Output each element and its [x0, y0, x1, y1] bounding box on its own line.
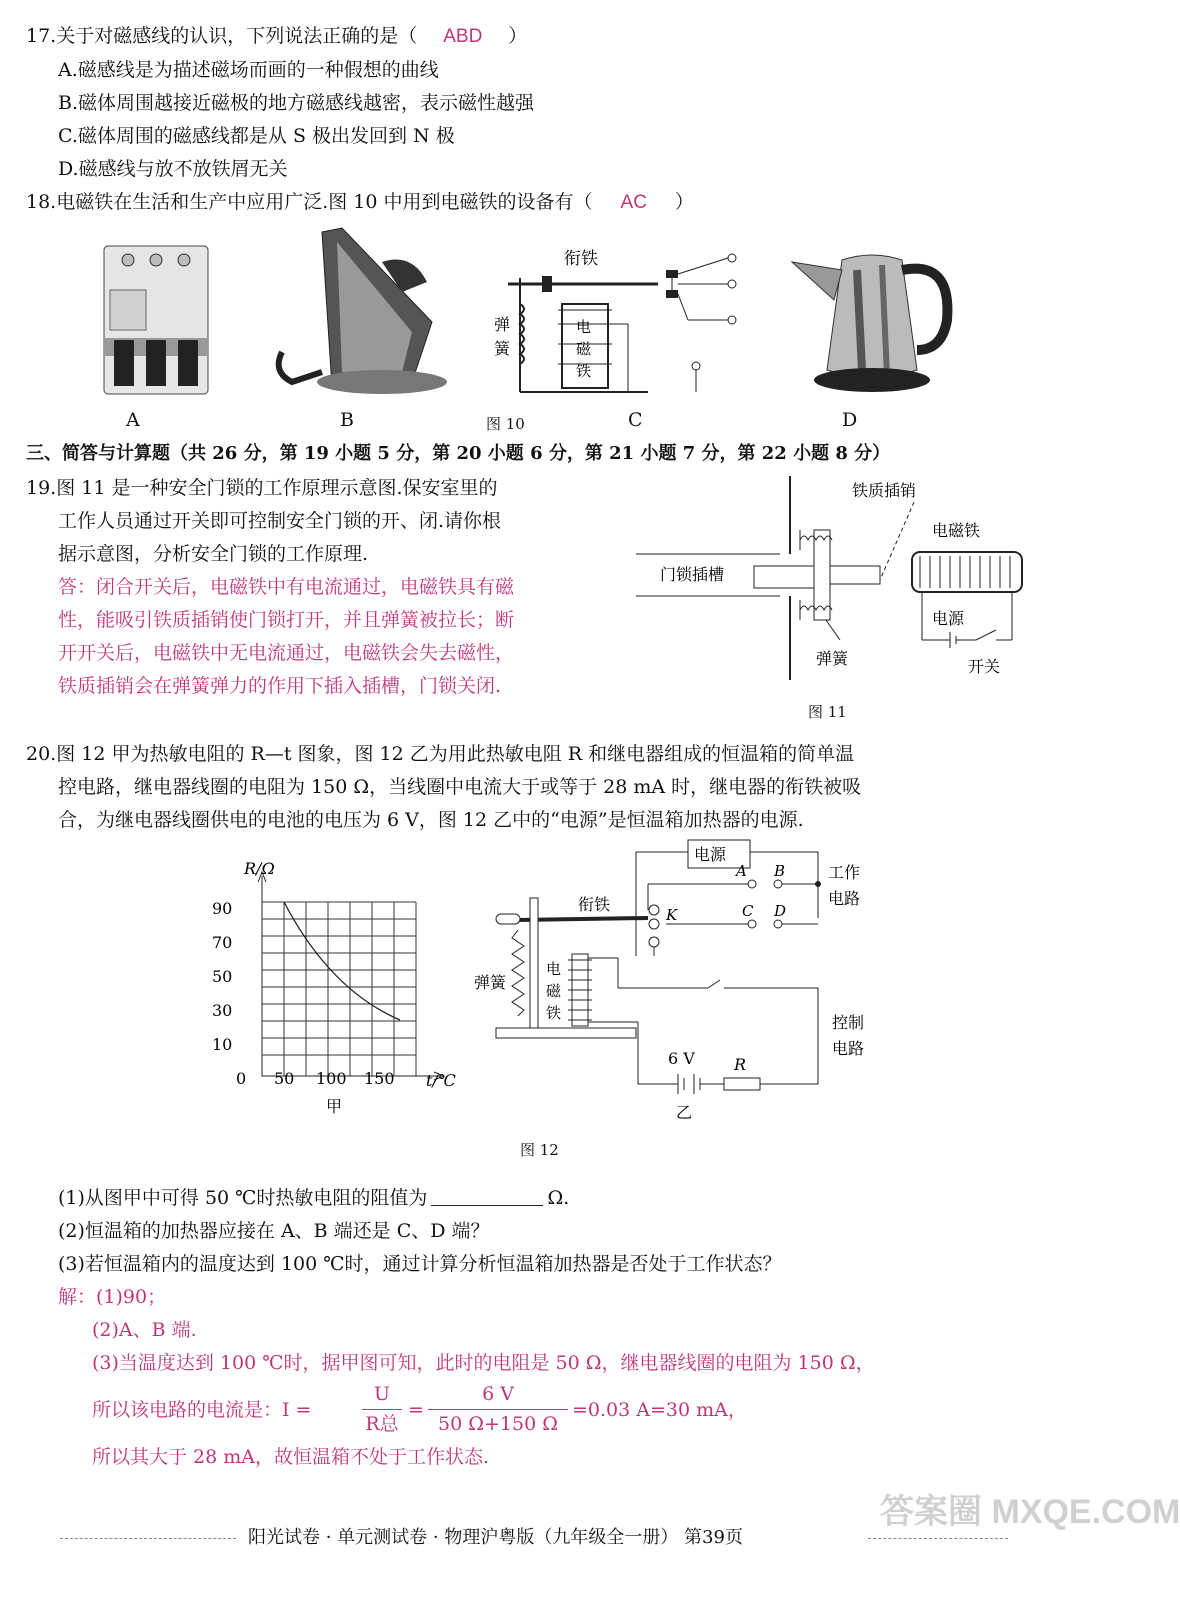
q17-answer: ABD: [443, 26, 483, 47]
relay-armature-label: 衔铁: [564, 249, 598, 269]
q20-stem-1: 20.图 12 甲为热敏电阻的 R—t 图象，图 12 乙为用此热敏电阻 R 和继电器组成的恒温箱的简单温: [26, 743, 855, 765]
graph-ylabel: R/Ω: [244, 859, 275, 878]
svg-text:工作: 工作: [828, 863, 861, 882]
fig10-label-a: A: [126, 409, 140, 431]
svg-text:电: 电: [576, 318, 592, 336]
solution-4-post: =0.03 A=30 mA，: [572, 1399, 747, 1421]
solution-4-pre: 所以该电路的电流是：I =: [92, 1399, 312, 1421]
watermark: 答案圈 MXQE.COM: [880, 1493, 1180, 1531]
svg-text:簧: 簧: [494, 339, 511, 358]
svg-text:乙: 乙: [676, 1103, 693, 1122]
svg-text:电源: 电源: [932, 609, 965, 628]
q19-line-3: 据示意图，分析安全门锁的工作原理.: [58, 543, 369, 565]
solution-1: 解：(1)90；: [58, 1286, 167, 1308]
q20-question-3: (3)若恒温箱内的温度达到 100 ℃时，通过计算分析恒温箱加热器是否处于工作状态？: [58, 1253, 782, 1275]
electric-iron-image: [262, 222, 447, 407]
fraction-1-bar: [362, 1409, 402, 1410]
svg-text:50: 50: [212, 967, 233, 986]
fig11-caption: 图 11: [808, 703, 847, 721]
q17-option-b: B.磁体周围越接近磁极的地方磁感线越密，表示磁性越强: [58, 92, 535, 114]
svg-text:开关: 开关: [968, 657, 1001, 676]
svg-text:R: R: [734, 1055, 747, 1074]
solution-2: (2)A、B 端.: [92, 1319, 197, 1341]
electric-kettle-image: [782, 240, 972, 400]
q17-option-d: D.磁感线与放不放铁屑无关: [58, 158, 288, 180]
q20-stem-3: 合，为继电器线圈供电的电池的电压为 6 V，图 12 乙中的“电源”是恒温箱加热器的电源.: [58, 809, 804, 831]
svg-text:6 V: 6 V: [668, 1049, 695, 1068]
answer-blank: [431, 1188, 543, 1206]
svg-text:50: 50: [274, 1069, 295, 1088]
relay-diagram: [488, 244, 748, 404]
svg-text:30: 30: [212, 1001, 233, 1020]
svg-text:弹簧: 弹簧: [816, 649, 849, 668]
q20-question-2: (2)恒温箱的加热器应接在 A、B 端还是 C、D 端？: [58, 1220, 490, 1242]
q18-stem: 18.电磁铁在生活和生产中应用广泛.图 10 中用到电磁铁的设备有（ AC ）: [26, 191, 694, 213]
q17-option-a: A.磁感线是为描述磁场而画的一种假想的曲线: [58, 59, 439, 81]
fraction-2-num: 6 V: [482, 1383, 514, 1405]
footer-rule-left: [60, 1538, 236, 1539]
svg-text:K: K: [666, 906, 678, 924]
section3-title: 三、简答与计算题（共 26 分，第 19 小题 5 分，第 20 小题 6 分，第 21 小题 7 分，第 22 小题 8 分）: [26, 443, 891, 464]
fig10-caption: 图 10: [486, 415, 525, 433]
q19-answer-3: 开开关后，电磁铁中无电流通过，电磁铁会失去磁性，: [58, 642, 515, 664]
svg-text:弹簧: 弹簧: [474, 973, 507, 992]
svg-text:弹: 弹: [494, 315, 511, 334]
fig10-label-d: D: [842, 409, 858, 431]
svg-text:铁质插销: 铁质插销: [852, 481, 917, 500]
svg-text:B: B: [774, 862, 786, 880]
svg-text:控制: 控制: [832, 1013, 865, 1032]
svg-text:衔铁: 衔铁: [578, 895, 611, 914]
circuit-breaker-image: [96, 240, 216, 400]
footer-text: 阳光试卷 · 单元测试卷 · 物理沪粤版（九年级全一册） 第39页: [248, 1527, 743, 1548]
svg-text:0: 0: [236, 1069, 247, 1088]
svg-text:铁: 铁: [546, 1004, 562, 1022]
svg-text:电路: 电路: [832, 1039, 865, 1058]
svg-text:电路: 电路: [828, 889, 861, 908]
q20-stem-2: 控电路，继电器线圈的电阻为 150 Ω，当线圈中电流大于或等于 28 mA 时，继电器的衔铁被吸: [58, 776, 862, 798]
svg-text:10: 10: [212, 1035, 233, 1054]
q19-line-2: 工作人员通过开关即可控制安全门锁的开、闭.请你根: [58, 510, 502, 532]
q19-answer-4: 铁质插销会在弹簧弹力的作用下插入插槽，门锁关闭.: [58, 675, 502, 697]
svg-text:C: C: [742, 902, 754, 920]
fraction-1-den: R总: [365, 1413, 399, 1435]
fig10-label-c: C: [628, 409, 643, 431]
r-t-graph: [200, 850, 470, 1120]
svg-text:t/℃: t/℃: [426, 1071, 456, 1090]
footer-rule-right: [868, 1538, 1008, 1539]
q17-stem: 17.关于对磁感线的认识，下列说法正确的是（ ABD ）: [26, 25, 528, 47]
svg-text:70: 70: [212, 933, 233, 952]
svg-text:甲: 甲: [326, 1097, 343, 1116]
door-lock-diagram: [630, 470, 1050, 700]
q20-question-1: (1)从图甲中可得 50 ℃时热敏电阻的阻值为 Ω.: [58, 1187, 570, 1209]
svg-text:D: D: [774, 902, 787, 920]
q17-option-c: C.磁体周围的磁感线都是从 S 极出发回到 N 极: [58, 125, 455, 147]
svg-text:电源: 电源: [694, 845, 727, 864]
q18-answer: AC: [620, 192, 647, 213]
q19-answer-1: 答：闭合开关后，电磁铁中有电流通过，电磁铁具有磁: [58, 576, 515, 598]
solution-5: 所以其大于 28 mA，故恒温箱不处于工作状态.: [92, 1446, 490, 1468]
fraction-1-num: U: [373, 1383, 390, 1405]
svg-text:90: 90: [212, 899, 233, 918]
svg-text:电磁铁: 电磁铁: [932, 521, 981, 540]
svg-text:100: 100: [316, 1069, 347, 1088]
svg-text:铁: 铁: [576, 362, 592, 380]
fraction-2-bar: [428, 1409, 568, 1410]
q19-answer-2: 性，能吸引铁质插销使门锁打开，并且弹簧被拉长；断: [58, 609, 515, 631]
fig12-caption: 图 12: [520, 1141, 559, 1159]
fig10-label-b: B: [340, 409, 354, 431]
solution-3: (3)当温度达到 100 ℃时，据甲图可知，此时的电阻是 50 Ω，继电器线圈的电阻为 150 Ω，: [92, 1352, 875, 1374]
svg-text:磁: 磁: [546, 982, 562, 1000]
equals-sign: =: [408, 1399, 424, 1421]
r-t-curve: [284, 902, 400, 1020]
svg-text:150: 150: [364, 1069, 395, 1088]
svg-text:电: 电: [546, 960, 562, 978]
fraction-2-den: 50 Ω+150 Ω: [438, 1413, 558, 1435]
thermostat-circuit: [474, 838, 888, 1128]
q19-line-1: 19.图 11 是一种安全门锁的工作原理示意图.保安室里的: [26, 477, 498, 499]
svg-text:门锁插槽: 门锁插槽: [660, 565, 725, 584]
svg-text:A: A: [736, 862, 747, 880]
svg-text:磁: 磁: [576, 340, 592, 358]
